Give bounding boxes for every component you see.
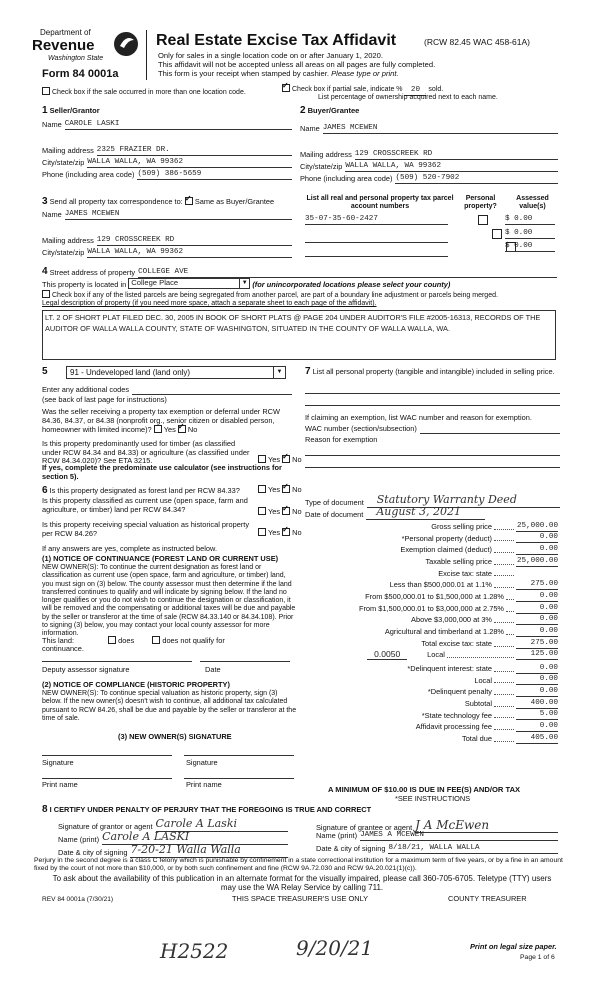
compliance-text: NEW OWNER(S): To continue special valuation as historic property, sign (3) below. If the new owner(s) doesn't wish to continue, all additional tax calculated pursuant to RCW 84.26, shall be due and payable by the seller or transferor at the time of sale. [42,690,297,722]
new-owner-print-1[interactable] [42,777,172,779]
sec8-num: 8 [42,804,48,815]
new-owner-heading: (3) NEW OWNER(S) SIGNATURE [118,732,232,741]
certify-statement: I CERTIFY UNDER PENALTY OF PERJURY THAT THE FOREGOING IS TRUE AND CORRECT [49,805,372,814]
segregated-label: Check box if any of the listed parcels are being segregated from another parcel, are part of a boundary line adjustment or parcels being merged. [52,292,498,299]
seller-city-label: City/state/zip [42,158,85,168]
historic-yes-label: Yes [268,528,281,537]
tax-label: Taxable selling price [425,557,492,567]
street-address-field[interactable]: COLLEGE AVE [138,268,557,278]
assessed-value-3[interactable]: $ 0.00 [505,242,555,252]
local-rate: 0.0050 [367,649,407,660]
tax-value[interactable]: 275.00 [516,639,558,649]
tax2-value[interactable]: 0.00 [516,687,558,697]
sec3-num: 3 [42,196,48,207]
buyer-addr-field[interactable]: 129 CROSSCREEK RD [355,150,558,160]
buyer-phone-field[interactable]: (509) 520-7902 [395,174,558,184]
grantor-name[interactable]: Carole A LASKI [102,831,288,845]
doc-date-label: Date of document [305,510,364,520]
historic-yes-checkbox[interactable] [258,528,266,536]
location-select[interactable] [128,278,250,289]
current-use-yes-label: Yes [268,507,281,516]
sec3-city-field[interactable]: WALLA WALLA, WA 99362 [87,248,292,258]
tax-label: Total excise tax: state [421,638,492,648]
does-qualify-checkbox[interactable] [108,636,116,644]
legal-paper-note: Print on legal size paper. [470,942,557,951]
tax2-value[interactable]: 5.00 [516,710,558,720]
tax2-label: *Delinquent penalty [427,687,492,697]
tax2-value[interactable]: 405.00 [516,734,558,744]
seller-city-field[interactable]: WALLA WALLA, WA 99362 [87,158,292,168]
assessed-col-header: Assessed value(s) [516,195,549,211]
print-name-label-2: Print name [186,780,222,789]
county-treasurer-label: COUNTY TREASURER [448,894,527,903]
parcel-number-2[interactable] [305,236,448,243]
grantor-date-label: Date & city of signing [58,848,128,858]
continuance-heading: (1) NOTICE OF CONTINUANCE (FOREST LAND OR CURRENT USE) [42,554,279,563]
sold-label: sold. [428,86,444,93]
print-name-label-1: Print name [42,780,78,789]
chevron-down-icon: ▼ [239,279,249,288]
local-label: Local [427,650,445,660]
new-owner-signature-2[interactable] [184,754,294,756]
does-label: does [118,636,135,645]
tax-value[interactable]: 0.00 [516,592,558,602]
tax-row [300,637,558,649]
tax-label: Above $3,000,000 at 3% [411,615,492,625]
header-note-2: This affidavit will not be accepted unless all areas on all pages are fully completed. [158,60,436,69]
see-instructions-note: *SEE INSTRUCTIONS [395,794,471,803]
sec3-name-field[interactable]: JAMES MCEWEN [65,210,292,220]
tax2-label: Subtotal [464,699,492,709]
tax-label: From $500,000.01 to $1,500,000 at 1.28% [365,592,504,602]
tax-value[interactable]: 0.00 [516,545,558,555]
tax-row [300,555,558,567]
reason-line-2[interactable] [305,466,560,468]
multi-location-checkbox[interactable] [42,87,50,95]
form-number: Form 84 0001a [42,68,119,80]
current-use-question: Is this property classified as current use (open space, farm and agriculture, or timber) land per RCW 84.34? [42,496,248,514]
exemption-question: Was the seller receiving a property tax exemption or deferral under RCW 84.36, 84.37, or 84.38 (nonprofit org., senior citizen or disabled person, homeowner with limited income)? Yes ✓ No [42,408,300,435]
additional-codes-label: Enter any additional codes [42,385,130,394]
parcel-number-1[interactable]: 35-07-35-60-2427 [305,215,448,225]
claim-exemption-label: If claiming an exemption, list WAC number and reason for exemption. [305,413,532,422]
tax2-value[interactable]: 400.00 [516,699,558,709]
grantee-name-label: Name (print) [316,831,358,841]
tax-label: *Personal property (deduct) [401,533,492,543]
accessibility-notice: To ask about the availability of this publication in an alternate format for the visually impaired, please call 360-705-6705. Teletype (TTY) users may use the WA Relay Service by calling 711. [52,874,552,893]
tax2-label: Local [474,675,492,685]
seller-name-label: Name [42,120,62,130]
form-rcw: (RCW 82.45 WAC 458-61A) [424,37,530,47]
tax2-label: Total due [462,734,492,744]
list-pct-note: List percentage of ownership acquired next to each name. [318,94,498,101]
timber-yes-label: Yes [268,455,281,464]
historic-no-checkbox[interactable] [282,528,290,536]
buyer-phone-label: Phone (including area code) [300,174,393,184]
perjury-notice: Perjury in the second degree is a class C felony which is punishable by confinement in a state correctional institution for a maximum term of five years, or by a fine in an amount fixed by the court of not more than $10,000, or by both such confinement and fine (RCW 9A.72.030 and RCW 9A.20.021(1)(c)). [34,857,563,873]
additional-codes-field[interactable] [132,387,292,395]
exemption-yes-checkbox[interactable] [154,425,162,433]
minimum-due-note: A MINIMUM OF $10.00 IS DUE IN FEE(S) AND/OR TAX [328,785,521,794]
timber-question: Is this property predominantly used for timber (as classified under RCW 84.34 and 84.33) or agriculture (as classified under RCW 84.34.020)? See ETA 3215. [42,439,250,466]
historic-question: Is this property receiving special valuation as historical property per RCW 84.26? [42,520,250,538]
partial-sale-pct[interactable]: 20 [404,86,426,96]
tax-label: From $1,500,000.01 to $3,000,000 at 2.75% [358,603,504,613]
parcel-col-header: List all real and personal property tax parcel account numbers [306,195,454,211]
header-note-3: This form is your receipt when stamped by cashier. [158,69,329,78]
tax-local-row [300,649,558,660]
compliance-heading: (2) NOTICE OF COMPLIANCE (HISTORIC PROPERTY) [42,680,230,689]
tax2-row [300,697,558,709]
grantor-signature[interactable]: Carole A Laski [156,818,289,832]
assessed-value-1[interactable]: $ 0.00 [505,215,555,225]
does-not-label: does not qualify for [162,636,225,645]
does-not-qualify-checkbox[interactable] [152,636,160,644]
forest-yes-label: Yes [268,485,281,494]
personal-property-line-1[interactable] [305,392,560,394]
sec3-city-label: City/state/zip [42,248,85,258]
tax2-row [300,732,558,744]
historic-no-label: No [292,528,302,537]
tax-label: Excise tax: state [438,568,492,578]
same-as-buyer-checkbox[interactable] [185,197,193,205]
signature-label-2: Signature [186,758,218,767]
assessed-value-2[interactable]: $ 0.00 [505,229,555,239]
tax-calculation-2 [300,662,558,744]
deputy-date-label: Date [205,665,221,674]
grantor-date-city[interactable]: 7-20-21 Walla Walla [130,844,288,858]
tax-label: Less than $500,000.01 at 1.1% [389,580,492,590]
local-value[interactable]: 125.00 [516,650,558,660]
tax-label: Agricultural and timberland at 1.28% [384,627,504,637]
current-use-yes-checkbox[interactable] [258,507,266,515]
legal-desc-label: Legal description of property (if you need more space, attach a separate sheet to each page of the affidavit). [42,300,377,307]
tax-row [300,543,558,555]
handwritten-note-2: 9/20/21 [296,936,374,960]
tax-calculation [300,520,558,649]
tax2-row [300,685,558,697]
tax-row [300,578,558,590]
sec3-label: Send all property tax correspondence to: [49,197,183,206]
header-note-1: Only for sales in a single location code on or after January 1, 2020. [158,51,383,60]
located-label: This property is located in [42,280,127,289]
tax-row [300,590,558,602]
current-use-no-label: No [292,507,302,516]
located-note: (for unincorporated locations please select your county) [252,280,451,289]
tax-value[interactable]: 25,000.00 [516,556,558,565]
timber-no-checkbox[interactable] [282,455,290,463]
current-use-no-checkbox[interactable] [282,507,290,515]
tax2-label: *State technology fee [421,710,492,720]
continuance-text: NEW OWNER(S): To continue the current designation as forest land or classification as current use (open space, farm and agriculture, or timber) land, you must sign on (3) below. The county assessor must then determine if the land transferred continues to qualify and will indicate by signing below. If the land no longer qualifies or you do not wish to continue the designation or classification, it will be removed and the compensating or additional taxes will be due and payable by the seller or transferor at the time of sale (RCW 84.33.140 or 84.34.108). Prior to signing (3) below, you may contact your local county assessor for more information. [42,564,296,637]
wac-number-field[interactable] [420,426,560,434]
sec3-name-label: Name [42,210,62,220]
tax-label: Exemption claimed (deduct) [400,545,492,555]
land-use-value: 91 - Undeveloped land (land only) [70,368,191,377]
dept-line3: Washington State [48,55,104,62]
sec6-num: 6 [42,485,48,496]
tax-value[interactable]: 0.00 [516,615,558,625]
sec5-num: 5 [42,366,48,377]
buyer-city-label: City/state/zip [300,162,343,172]
dept-line2: Revenue [32,37,95,54]
grantee-name[interactable]: JAMES A MCEWEN [360,831,558,841]
tax2-row [300,709,558,721]
exemption-no-checkbox[interactable] [178,425,186,433]
personal-property-checkbox-2[interactable] [492,229,502,239]
tax-value[interactable]: 0.00 [516,604,558,614]
tax2-label: *Delinquent interest: state [407,663,492,673]
forest-yes-checkbox[interactable] [258,485,266,493]
tax-value[interactable]: 275.00 [516,580,558,590]
tax2-row [300,674,558,686]
forest-no-checkbox[interactable] [282,485,290,493]
dept-line1: Department of [40,28,91,37]
grantee-date-label: Date & city of signing [316,844,386,854]
tax2-row [300,720,558,732]
this-land-label: This land: [42,636,75,645]
treasurer-use-label: THIS SPACE TREASURER'S USE ONLY [232,894,369,903]
tax-row [300,520,558,532]
page-number: Page 1 of 6 [520,954,555,961]
personal-property-line-2[interactable] [305,404,560,406]
seller-addr-label: Mailing address [42,146,94,156]
header-note-3b: Please type or print. [331,69,399,78]
multi-location-label: Check box if the sale occurred in more than one location code. [52,89,246,96]
tax-row [300,532,558,544]
same-as-buyer-label: Same as Buyer/Grantee [194,197,275,206]
tax-value[interactable]: 0.00 [516,627,558,637]
segregated-checkbox[interactable] [42,290,50,298]
predominate-note: If yes, complete the predominate use calculator (see instructions for section 5). [42,463,282,481]
forest-no-label: No [292,485,302,494]
revision-number: REV 84 0001a (7/30/21) [42,896,114,903]
see-back-note: (see back of last page for instructions) [42,395,167,404]
grantor-sig-label: Signature of grantor or agent [58,822,153,832]
location-select-value: College Place [131,278,179,287]
buyer-name-label: Name [300,124,320,134]
buyer-heading: 2 Buyer/Grantee [300,105,360,116]
tax-value[interactable]: 25,000.00 [516,521,558,530]
grantee-date-city[interactable]: 8/18/21, WALLA WALLA [388,844,558,854]
sec4-num: 4 [42,266,48,277]
handwritten-note-1: H2522 [160,939,229,963]
personal-property-label: List all personal property (tangible and intangible) included in selling price. [312,367,555,376]
timber-yes-checkbox[interactable] [258,455,266,463]
partial-sale-label: Check box if partial sale, indicate % [292,86,403,93]
chevron-down-icon: ▼ [273,367,285,378]
sec3-addr-field[interactable]: 129 CROSSCREEK RD [97,236,292,246]
tax2-value[interactable]: 0.00 [516,664,558,674]
doc-date-field[interactable]: August 3, 2021 [366,506,485,520]
wa-logo-icon [112,30,140,58]
wac-label: WAC number (section/subsection) [305,424,417,433]
tax-row [300,614,558,626]
new-owner-print-2[interactable] [184,777,294,779]
tax2-value[interactable]: 0.00 [516,722,558,732]
tax-label: Gross selling price [431,521,492,531]
tax-row [300,625,558,637]
partial-sale-checkbox[interactable] [282,84,290,92]
deputy-signature-line[interactable] [42,660,192,662]
legal-description-field[interactable]: LT. 2 OF SHORT PLAT FILED DEC. 30, 2005 IN BOOK OF SHORT PLATS @ PAGE 204 UNDER AUDITOR'S FILE #2005-16313, RECORDS OF THE AUDITOR OF WALLA WALLA COUNTY, STATE OF WASHINGTON, SITUATED IN THE COUNTY OF WALLA WALLA, WA. [42,310,556,360]
buyer-addr-label: Mailing address [300,150,352,160]
deputy-date-line[interactable] [200,660,290,662]
tax-row [300,567,558,579]
land-use-select[interactable] [66,366,286,379]
reason-label: Reason for exemption [305,435,378,444]
seller-phone-field[interactable]: (509) 386-5659 [137,170,292,180]
continuance-label: continuance. [42,644,84,653]
sec3-addr-label: Mailing address [42,236,94,246]
form-title: Real Estate Excise Tax Affidavit [156,32,397,49]
doc-type-field[interactable]: Statutory Warranty Deed [367,494,560,508]
tax-value[interactable]: 0.00 [516,533,558,543]
answers-yes-note: If any answers are yes, complete as instructed below. [42,544,217,553]
grantor-name-label: Name (print) [58,835,100,845]
tax2-value[interactable]: 0.00 [516,675,558,685]
seller-phone-label: Phone (including area code) [42,170,135,180]
sec7-num: 7 [305,366,311,377]
street-label: Street address of property [49,268,136,278]
personal-col-header: Personal property? [464,195,497,211]
tax2-label: Affidavit processing fee [415,722,492,732]
grantee-sig-label: Signature of grantee or agent [316,823,413,833]
deputy-signature-label: Deputy assessor signature [42,665,130,674]
grantee-signature[interactable]: J A McEwen [415,818,558,833]
personal-property-checkbox-1[interactable] [478,215,488,225]
timber-no-label: No [292,455,302,464]
seller-addr-field[interactable]: 2325 FRAZIER DR. [97,146,292,156]
parcel-number-3[interactable] [305,250,448,257]
buyer-city-field[interactable]: WALLA WALLA, WA 99362 [345,162,558,172]
seller-heading: 1 Seller/Grantor [42,105,100,116]
tax-row [300,602,558,614]
forest-question: Is this property designated as forest land per RCW 84.33? [49,486,240,495]
reason-line-1[interactable] [305,454,560,456]
doc-type-label: Type of document [305,498,364,508]
signature-label-1: Signature [42,758,74,767]
buyer-name-field[interactable]: JAMES MCEWEN [323,124,558,134]
tax2-row [300,662,558,674]
new-owner-signature-1[interactable] [42,754,172,756]
seller-name-field[interactable]: CAROLE LASKI [65,120,292,130]
